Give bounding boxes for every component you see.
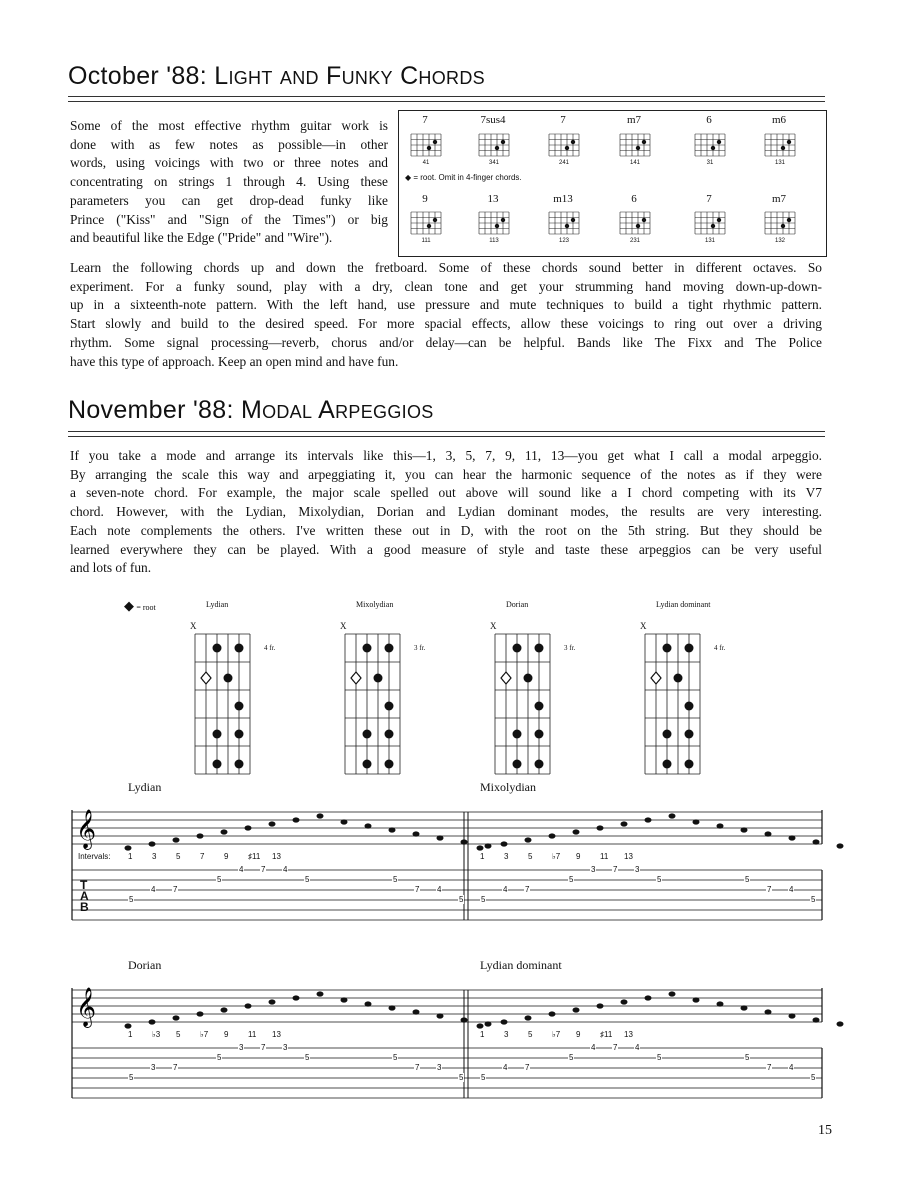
root-note-text: = root. Omit in 4-finger chords. (413, 173, 522, 182)
fret-position: 4 fr. (714, 644, 726, 652)
notehead (125, 845, 132, 850)
tab-fret-number: 7 (767, 885, 772, 894)
tab-fret-number: 7 (613, 865, 618, 874)
notehead (501, 1019, 508, 1024)
tab-fret-number: 4 (591, 1043, 596, 1052)
notehead (741, 1005, 748, 1010)
interval-number: 13 (272, 852, 281, 861)
notehead (485, 843, 492, 848)
tab-fret-number: 3 (437, 1063, 442, 1072)
interval-number: 13 (624, 1030, 633, 1039)
notehead (477, 845, 484, 850)
interval-number: ♯11 (248, 852, 261, 861)
tab-fret-number: 5 (657, 875, 662, 884)
chord-fingering: 141 (629, 160, 640, 166)
interval-number: 3 (504, 852, 509, 861)
notehead (765, 1009, 772, 1014)
notehead (245, 1003, 252, 1008)
chord-fingering: 241 (558, 160, 569, 166)
tab-fret-number: 4 (437, 885, 442, 894)
tab-fret-number: 3 (283, 1043, 288, 1052)
text-line: By arranging the scale this way and arpeggiating it, you can hear the harmonic sequence of the notes as if they were (70, 466, 822, 482)
interval-number: 1 (480, 852, 485, 861)
tab-fret-number: 5 (811, 895, 816, 904)
tab-fret-number: 5 (393, 875, 398, 884)
text-line: up in a sixteenth-note pattern. With the left hand, use pressure and mute techniques to build a tight rhythmic pattern. (70, 297, 822, 313)
notehead (173, 1015, 180, 1020)
chord-fingering: 341 (488, 160, 499, 166)
diagram-name: Lydian dominant (656, 600, 711, 609)
diamond-icon: ◆ (124, 598, 134, 613)
notehead (549, 833, 556, 838)
tab-fret-number: 7 (261, 865, 266, 874)
notehead (149, 841, 156, 846)
interval-number: ♭7 (552, 852, 561, 861)
tab-letter: T (80, 878, 88, 892)
page-number: 15 (818, 1123, 832, 1138)
tab-fret-number: 3 (151, 1063, 156, 1072)
notehead (221, 829, 228, 834)
tab-fret-number: 7 (525, 1063, 530, 1072)
notehead (365, 1001, 372, 1006)
notehead (245, 825, 252, 830)
text-line: and beautiful like the Edge ("Pride" and "Wire"). (70, 230, 333, 246)
arpeggio-name: Mixolydian (480, 780, 536, 794)
muted-string-mark: X (640, 621, 647, 631)
notehead (149, 1019, 156, 1024)
tab-fret-number: 7 (415, 885, 420, 894)
chord-fingering: 231 (629, 238, 640, 244)
notehead (437, 1013, 444, 1018)
interval-number: 9 (576, 1030, 581, 1039)
tab-fret-number: 5 (305, 1053, 310, 1062)
text-line: If you take a mode and arrange its intervals like this—1, 3, 5, 7, 9, 11, 13—you get what I call a modal arpeggio. (70, 448, 822, 463)
tab-fret-number: 5 (305, 875, 310, 884)
notehead (741, 827, 748, 832)
tab-fret-number: 7 (767, 1063, 772, 1072)
tab-fret-number: 7 (613, 1043, 618, 1052)
interval-number: 5 (176, 852, 181, 861)
text-line: have this type of approach. Keep an open mind and have fun. (70, 353, 399, 369)
root-note-legend: ◆ = root. Omit in 4-finger chords. (405, 173, 522, 182)
chord-name: 13 (487, 193, 499, 205)
notehead (293, 817, 300, 822)
notehead (717, 823, 724, 828)
notehead (365, 823, 372, 828)
diagram-name: Mixolydian (356, 600, 394, 609)
interval-number: 5 (528, 852, 533, 861)
text-line: experiment. For a funky sound, play with a dry, clean tone and get your strumming hand moving down-up-down- (70, 278, 822, 294)
chord-name: m7 (626, 114, 642, 126)
interval-number: 1 (128, 1030, 133, 1039)
text-line: chord. However, with the Lydian, Mixolydian, Dorian and Lydian dominant modes, the results are very interesting. (70, 504, 822, 520)
tab-fret-number: 3 (635, 865, 640, 874)
notehead (597, 825, 604, 830)
notehead (197, 833, 204, 838)
fret-position: 3 fr. (414, 644, 426, 652)
chord-fingering: 113 (489, 238, 499, 244)
interval-number: 1 (480, 1030, 485, 1039)
chord-name: 7 (422, 114, 428, 126)
tab-fret-number: 4 (789, 885, 794, 894)
tab-fret-number: 4 (503, 885, 508, 894)
interval-number: ♭3 (152, 1030, 161, 1039)
tab-fret-number: 4 (239, 865, 244, 874)
notehead (837, 1021, 844, 1026)
root-legend-text: = root (136, 603, 156, 612)
notehead (269, 821, 276, 826)
text-line: words, using voicings with two or three notes and (70, 155, 388, 171)
treble-clef-icon: 𝄞 (76, 809, 97, 849)
text-line: Prince ("Kiss" and "Sign of the Times") or big (70, 211, 388, 227)
text-line: concentrating on strings 1 through 4. Using these (70, 174, 388, 190)
chord-name: 9 (422, 193, 428, 205)
tab-fret-number: 4 (503, 1063, 508, 1072)
text-line: done with as few notes as possible—in other (70, 136, 388, 152)
notehead (789, 1013, 796, 1018)
interval-number: 1 (128, 852, 133, 861)
notehead (125, 1023, 132, 1028)
tab-fret-number: 5 (217, 875, 222, 884)
notehead (485, 1021, 492, 1026)
text-line: parameters you can get drop-dead funky like (70, 192, 388, 208)
fret-position: 4 fr. (264, 644, 276, 652)
text-line: rhythm. Some signal processing—reverb, chorus and/or delay—can be helpful. Bands like The Fixx and The Police (70, 334, 822, 350)
notehead (669, 813, 676, 818)
text-line: Each note complements the others. I've written these out in D, with the root on the 5th string. But they should be (70, 522, 822, 538)
chord-name: m7 (771, 193, 787, 205)
fret-position: 3 fr. (564, 644, 576, 652)
interval-number: 3 (504, 1030, 509, 1039)
chord-name: 6 (706, 114, 712, 126)
interval-number: 5 (528, 1030, 533, 1039)
interval-number: 11 (600, 852, 609, 861)
tab-letter: B (80, 900, 89, 914)
title-prefix: November '88: (68, 396, 241, 424)
tab-fret-number: 5 (459, 1073, 464, 1082)
notehead (173, 837, 180, 842)
tab-fret-number: 5 (811, 1073, 816, 1082)
title-prefix: October '88: (68, 62, 215, 90)
notehead (573, 1007, 580, 1012)
text-line: Learn the following chords up and down the fretboard. Some of these chords sound better in different octaves. So (70, 260, 822, 275)
interval-number: 13 (272, 1030, 281, 1039)
notehead (221, 1007, 228, 1012)
notehead (789, 835, 796, 840)
tab-fret-number: 5 (393, 1053, 398, 1062)
notehead (837, 843, 844, 848)
notehead (341, 819, 348, 824)
notehead (501, 841, 508, 846)
notehead (389, 827, 396, 832)
interval-number: 9 (224, 852, 229, 861)
interval-number: 3 (152, 852, 157, 861)
notehead (197, 1011, 204, 1016)
tab-fret-number: 3 (591, 865, 596, 874)
interval-number: ♯11 (600, 1030, 613, 1039)
notehead (621, 999, 628, 1004)
notehead (693, 997, 700, 1002)
notehead (525, 1015, 532, 1020)
notehead (621, 821, 628, 826)
notehead (317, 813, 324, 818)
notehead (461, 1017, 468, 1022)
text-line: learned everywhere they can be played. With a good measure of style and taste these arpeggios can be very useful (70, 541, 822, 557)
chord-fingering: 111 (421, 238, 431, 244)
tab-fret-number: 5 (657, 1053, 662, 1062)
notehead (437, 835, 444, 840)
notehead (477, 1023, 484, 1028)
interval-number: 7 (200, 852, 205, 861)
interval-number: 13 (624, 852, 633, 861)
text-line: a seven-note chord. For example, the major scale spelled out above will sound like a I chord competing with its V7 (70, 485, 822, 501)
notehead (549, 1011, 556, 1016)
text-line: Start slowly and build to the desired speed. For more spacial effects, allow these voicings to ring out over a driving (70, 316, 822, 332)
title-main: Light and Funky Chords (214, 62, 485, 90)
muted-string-mark: X (190, 621, 197, 631)
notehead (461, 839, 468, 844)
notehead (717, 1001, 724, 1006)
arpeggio-name: Lydian dominant (480, 958, 562, 972)
tab-fret-number: 7 (261, 1043, 266, 1052)
arpeggio-name: Lydian (128, 780, 162, 794)
chord-name: 6 (631, 193, 637, 205)
arpeggio-name: Dorian (128, 958, 162, 972)
interval-number: 9 (224, 1030, 229, 1039)
notehead (645, 995, 652, 1000)
interval-number: 5 (176, 1030, 181, 1039)
notehead (645, 817, 652, 822)
tab-fret-number: 5 (481, 1073, 486, 1082)
diagram-name: Dorian (506, 600, 529, 609)
notehead (813, 1017, 820, 1022)
tab-fret-number: 4 (151, 885, 156, 894)
notehead (317, 991, 324, 996)
diagram-name: Lydian (206, 600, 229, 609)
chord-fingering: 131 (774, 160, 785, 166)
chord-fingering: 123 (558, 238, 569, 244)
intervals-label: Intervals: (78, 852, 111, 861)
tab-fret-number: 5 (745, 1053, 750, 1062)
tab-fret-number: 3 (239, 1043, 244, 1052)
tab-fret-number: 5 (481, 895, 486, 904)
interval-number: ♭7 (200, 1030, 209, 1039)
muted-string-mark: X (340, 621, 347, 631)
tab-fret-number: 5 (569, 875, 574, 884)
interval-number: 9 (576, 852, 581, 861)
chord-name: m6 (771, 114, 787, 126)
notehead (413, 831, 420, 836)
tab-fret-number: 5 (745, 875, 750, 884)
chord-fingering: 31 (706, 160, 714, 166)
tab-letter: A (80, 889, 89, 903)
notehead (813, 839, 820, 844)
notehead (341, 997, 348, 1002)
chord-fingering: 131 (704, 238, 715, 244)
tab-fret-number: 5 (459, 895, 464, 904)
notehead (269, 999, 276, 1004)
chord-name: 7 (560, 114, 566, 126)
interval-number: 11 (248, 1030, 257, 1039)
chord-name: 7sus4 (480, 114, 506, 126)
muted-string-mark: X (490, 621, 497, 631)
notehead (413, 1009, 420, 1014)
tab-fret-number: 4 (283, 865, 288, 874)
tab-fret-number: 5 (569, 1053, 574, 1062)
tab-fret-number: 5 (129, 1073, 134, 1082)
chord-name: 7 (706, 193, 712, 205)
tab-fret-number: 4 (635, 1043, 640, 1052)
notehead (597, 1003, 604, 1008)
treble-clef-icon: 𝄞 (76, 987, 97, 1027)
chord-fingering: 132 (774, 238, 785, 244)
title-main: Modal Arpeggios (240, 396, 434, 424)
notehead (693, 819, 700, 824)
tab-fret-number: 7 (525, 885, 530, 894)
tab-fret-number: 7 (173, 885, 178, 894)
interval-number: ♭7 (552, 1030, 561, 1039)
tab-fret-number: 5 (129, 895, 134, 904)
chord-fingering: 41 (422, 160, 430, 166)
text-line: Some of the most effective rhythm guitar work is (70, 118, 388, 133)
tab-fret-number: 7 (415, 1063, 420, 1072)
text-line: and lots of fun. (70, 560, 152, 576)
tab-fret-number: 5 (217, 1053, 222, 1062)
chord-name: m13 (553, 193, 573, 205)
notehead (525, 837, 532, 842)
notehead (389, 1005, 396, 1010)
tab-fret-number: 7 (173, 1063, 178, 1072)
tab-fret-number: 4 (789, 1063, 794, 1072)
notehead (765, 831, 772, 836)
notehead (669, 991, 676, 996)
notehead (293, 995, 300, 1000)
notehead (573, 829, 580, 834)
